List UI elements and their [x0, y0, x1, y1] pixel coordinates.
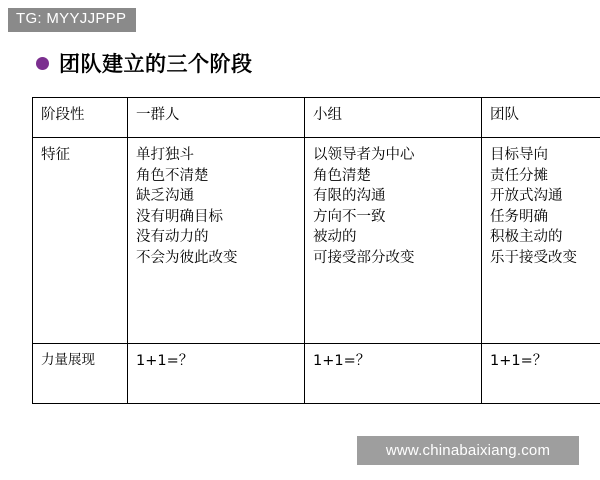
power-group-cell: 1+1=？: [305, 344, 482, 404]
features-crowd-cell: [128, 138, 305, 344]
table-header-cell-stage: 阶段性: [33, 98, 128, 138]
site-watermark: www.chinabaixiang.com: [357, 436, 579, 465]
list-item: 可接受部分改变: [313, 249, 415, 266]
team-stages-table: [32, 97, 577, 404]
row-label-power: 力量展现: [33, 344, 128, 404]
table-header-row: [33, 98, 600, 138]
table-header-cell-group: 小组: [305, 98, 482, 138]
list-item: 没有动力的: [136, 229, 209, 246]
telegram-tag-badge: TG: MYYJJPPP: [8, 8, 136, 32]
table-header-cell-crowd: 一群人: [128, 98, 305, 138]
list-item: 乐于接受改变: [490, 249, 577, 266]
table-row: [33, 138, 600, 344]
list-item: 不会为彼此改变: [136, 249, 238, 266]
list-item: 被动的: [313, 229, 357, 246]
row-label-features: 特征: [33, 138, 128, 344]
page-title-text: 团队建立的三个阶段: [59, 52, 253, 76]
list-item: 方向不一致: [313, 208, 386, 225]
list-item: 有限的沟通: [313, 188, 386, 205]
table-row: [33, 344, 600, 404]
list-item: 开放式沟通: [490, 188, 563, 205]
page-title: [36, 48, 253, 78]
list-item: 缺乏沟通: [136, 188, 194, 205]
list-item: 以领导者为中心: [313, 147, 415, 163]
list-item: 角色不清楚: [136, 167, 209, 184]
list-item: 任务明确: [490, 208, 548, 225]
list-item: 责任分摊: [490, 167, 548, 184]
list-item: 积极主动的: [490, 229, 563, 246]
features-team-cell: [482, 138, 600, 344]
list-item: 没有明确目标: [136, 208, 223, 225]
power-team-cell: 1+1=？: [482, 344, 600, 404]
table-header-cell-team: 团队: [482, 98, 600, 138]
list-item: 单打独斗: [136, 147, 194, 163]
list-item: 目标导向: [490, 147, 548, 163]
bullet-dot-icon: [36, 57, 49, 70]
power-crowd-cell: 1+1=？: [128, 344, 305, 404]
features-group-cell: [305, 138, 482, 344]
list-item: 角色清楚: [313, 167, 371, 184]
